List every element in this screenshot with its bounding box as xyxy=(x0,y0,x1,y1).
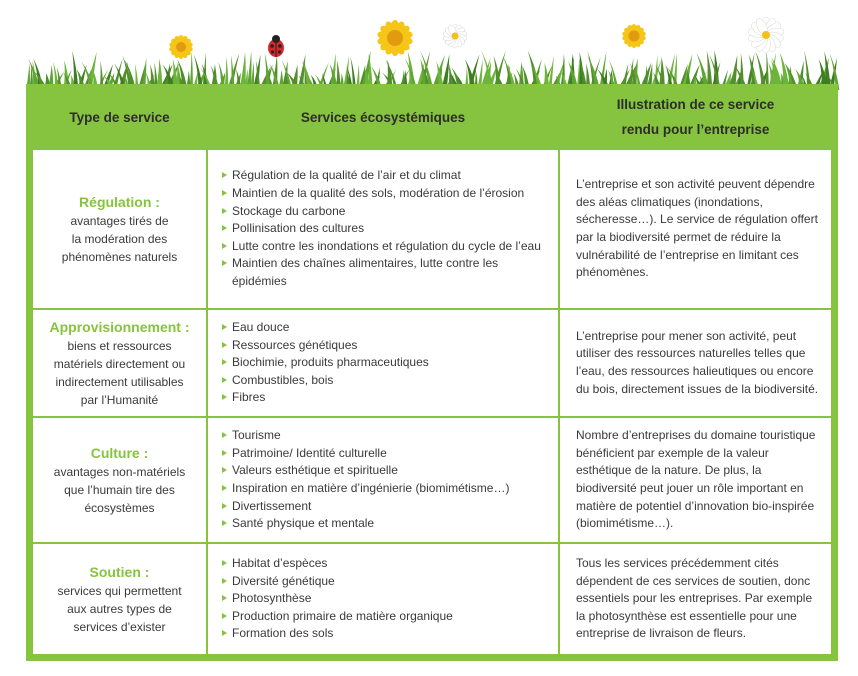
services-list-cell xyxy=(208,418,558,542)
services-list-cell xyxy=(208,150,558,308)
list-item: Ressources génétiques xyxy=(222,337,550,355)
table-row-culture xyxy=(33,418,831,542)
table-row-regulation xyxy=(33,150,831,308)
header-type-de-service: Type de service xyxy=(69,109,170,125)
service-type-description: avantages non-matériels que l’humain tire des écosystèmes xyxy=(53,465,186,515)
service-type-description: avantages tirés de la modération des phénomènes naturels xyxy=(61,214,178,264)
list-item: Pollinisation des cultures xyxy=(222,220,550,238)
list-item: Santé physique et mentale xyxy=(222,515,550,533)
service-type-description: biens et ressources matériels directement ou indirectement utilisables par l’Humanité xyxy=(53,339,186,407)
illustration-cell xyxy=(560,544,831,654)
list-item: Tourisme xyxy=(222,427,550,445)
list-item: Patrimoine/ Identité culturelle xyxy=(222,445,550,463)
list-item: Maintien de la qualité des sols, modération de l’érosion xyxy=(222,185,550,203)
service-type-title: Approvisionnement : xyxy=(49,319,190,335)
list-item: Régulation de la qualité de l’air et du climat xyxy=(222,167,550,185)
services-list xyxy=(222,167,550,290)
list-item: Eau douce xyxy=(222,319,550,337)
illustration-text: L’entreprise et son activité peuvent dépendre des aléas climatiques (inondations, sécheresse…). Le service de régulation offert par la biodiversité permet de réduire la vulnérabilité de l’entreprise en limitant ces phénomènes. xyxy=(576,177,818,280)
illustration-text: L’entreprise pour mener son activité, peut utiliser des ressources naturelles telles que l’eau, des ressources halieutiques ou encore du bois, directement issues de la biodiversité. xyxy=(576,328,819,396)
list-item: Photosynthèse xyxy=(222,590,550,608)
sunflower-icon xyxy=(169,35,194,59)
services-list xyxy=(222,427,550,533)
ladybug-icon xyxy=(268,35,284,57)
service-type-cell xyxy=(33,544,206,654)
list-item: Maintien des chaînes alimentaires, lutte contre les épidémies xyxy=(222,255,550,290)
illustration-text: Tous les services précédemment cités dépendent de ces services de soutien, donc essentiels pour les entreprises. Par exemple la photosynthèse est essentielle pour une entreprise de livraison de fleurs. xyxy=(576,556,813,641)
sunflower-icon xyxy=(376,20,413,56)
daisy-icon xyxy=(747,17,784,53)
service-type-description: services qui permettent aux autres types de services d’exister xyxy=(57,584,182,634)
services-list-cell xyxy=(208,544,558,654)
list-item: Formation des sols xyxy=(222,625,550,643)
list-item: Fibres xyxy=(222,389,550,407)
illustration-cell xyxy=(560,310,831,416)
list-item: Diversité génétique xyxy=(222,573,550,591)
list-item: Divertissement xyxy=(222,498,550,516)
illustration-cell xyxy=(560,150,831,308)
daisy-icon xyxy=(443,24,468,48)
service-type-cell xyxy=(33,310,206,416)
list-item: Lutte contre les inondations et régulation du cycle de l’eau xyxy=(222,238,550,256)
table-row-soutien xyxy=(33,544,831,654)
service-type-title: Régulation : xyxy=(79,194,160,210)
list-item: Habitat d’espèces xyxy=(222,555,550,573)
header-services-ecosystemiques: Services écosystémiques xyxy=(300,109,466,125)
illustration-cell xyxy=(560,418,831,542)
header-illustration: Illustration de ce service rendu pour l’entreprise xyxy=(616,97,775,137)
grass-decoration xyxy=(0,0,858,92)
services-list xyxy=(222,319,550,407)
service-type-title: Soutien : xyxy=(89,564,150,580)
service-type-title: Culture : xyxy=(90,445,149,461)
table-row-approvisionnement xyxy=(33,310,831,416)
list-item: Valeurs esthétique et spirituelle xyxy=(222,462,550,480)
list-item: Stockage du carbone xyxy=(222,203,550,221)
services-list-cell xyxy=(208,310,558,416)
sunflower-icon xyxy=(622,24,647,48)
list-item: Inspiration en matière d’ingénierie (biomimétisme…) xyxy=(222,480,550,498)
list-item: Production primaire de matière organique xyxy=(222,608,550,626)
services-list xyxy=(222,555,550,643)
service-type-cell xyxy=(33,418,206,542)
ecosystem-services-table xyxy=(26,84,838,661)
table-header xyxy=(33,84,831,150)
list-item: Combustibles, bois xyxy=(222,372,550,390)
illustration-text: Nombre d’entreprises du domaine touristique bénéficient par exemple de la valeur esthétique de la nature. De plus, la biodiversité peut jouer un rôle important en matière de potentiel d’innovation bio-inspirée (biomimétisme…). xyxy=(576,428,816,531)
list-item: Biochimie, produits pharmaceutiques xyxy=(222,354,550,372)
service-type-cell xyxy=(33,150,206,308)
